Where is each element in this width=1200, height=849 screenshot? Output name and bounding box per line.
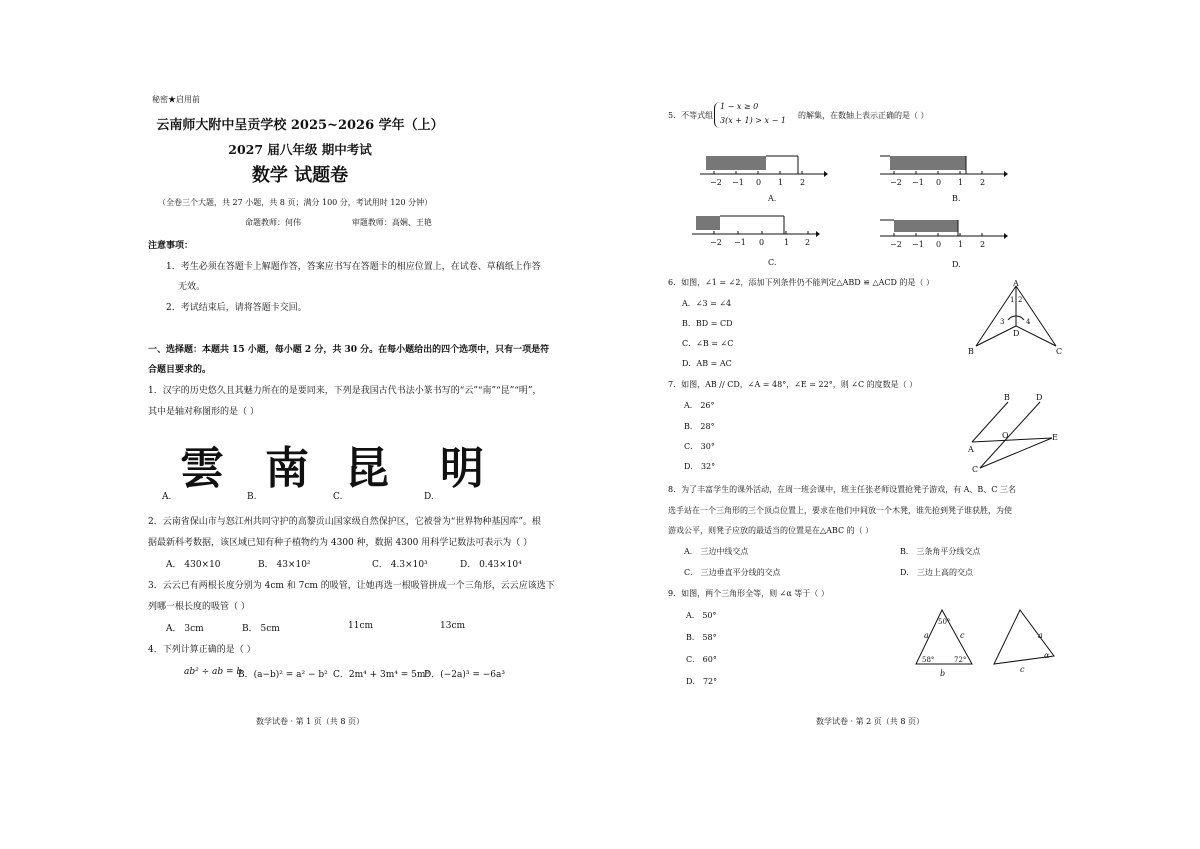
question-5-cont: 的解集，在数轴上表示正确的是（ ）	[798, 111, 929, 120]
q8-option-c: C． 三边垂直平分线的交点	[684, 568, 781, 577]
q2-option-b: B． 43×10²	[258, 560, 311, 570]
tick-label: 2	[800, 178, 806, 187]
q1-option-d: D.	[424, 492, 434, 502]
q5-numberline-d	[880, 214, 1008, 254]
question-6: 6．如图，∠1 = ∠2，添加下列条件仍不能判定△ABD ≌ △ACD 的是（ ）	[668, 278, 935, 287]
note-1-cont: 无效。	[178, 282, 206, 292]
question-8-cont: 选手站在一个三角形的三个顶点位置上，要求在他们中间放一个木凳，谁先抢到凳子谁获胜，为使	[668, 506, 1012, 515]
question-2-cont: 据最新科考数据，该区域已知有种子植物约为 4300 种，数据 4300 用科学记数法可表示为（ ）	[148, 538, 533, 548]
fig-label: C	[972, 465, 979, 474]
q1-option-a: A.	[162, 492, 172, 502]
fig-label: O	[1002, 431, 1009, 440]
q4-option-b: B．(a−b)² = a² − b²	[238, 670, 328, 680]
fig-label: α	[1044, 651, 1050, 660]
tick-label: 0	[759, 238, 765, 247]
q9-option-c: C． 60°	[686, 655, 717, 664]
q6-option-b: B．BD = CD	[682, 319, 733, 328]
tick-label: −2	[710, 238, 722, 247]
tick-label: 1	[784, 238, 790, 247]
tick-label: 0	[756, 178, 762, 187]
page-1-footer: 数学试卷 · 第 1 页（共 8 页）	[256, 717, 364, 726]
q5-option-c: C.	[768, 258, 777, 267]
q7-option-c: C． 30°	[684, 442, 715, 451]
tick-label: −1	[734, 238, 746, 247]
fig-label: 4	[1026, 318, 1031, 326]
exam-title-subject: 数学 试题卷	[251, 165, 349, 186]
fig-label: b	[940, 669, 946, 678]
tick-label: −2	[890, 240, 902, 249]
q9-option-d: D． 72°	[686, 677, 718, 686]
tick-label: 1	[958, 240, 964, 249]
tick-label: −1	[912, 178, 924, 187]
seal-glyph-kun: 昆	[345, 443, 387, 494]
q5-inequality-2: 3(x + 1) > x − 1	[720, 116, 786, 125]
q6-option-d: D．AB = AC	[682, 359, 732, 368]
tick-label: 2	[805, 238, 811, 247]
question-4: 4．下列计算正确的是（ ）	[148, 645, 256, 655]
q5-option-a: A.	[768, 194, 777, 203]
question-9: 9．如图，两个三角形全等，则 ∠α 等于（ ）	[668, 589, 829, 598]
tick-label: 2	[980, 178, 986, 187]
fig-label: B	[1004, 393, 1010, 402]
q7-figure	[968, 390, 1068, 474]
fig-label: c	[960, 631, 965, 640]
tick-label: −1	[912, 240, 924, 249]
q7-option-a: A． 26°	[684, 401, 715, 410]
q1-option-b: B.	[247, 492, 257, 502]
fig-label: c	[1020, 665, 1025, 674]
q6-option-c: C．∠B = ∠C	[682, 339, 734, 348]
q5-numberline-b	[880, 152, 1008, 192]
exam-page-2	[600, 0, 1200, 849]
note-1: 1．考生必须在答题卡上解题作答，答案应书写在答题卡的相应位置上，在试卷、草稿纸上作答	[166, 262, 541, 272]
section-1-heading-cont: 合题目要求的。	[148, 365, 212, 375]
q5-numberline-c	[692, 212, 820, 252]
question-8: 8．为了丰富学生的课外活动，在周一班会课中，班主任张老师设置抢凳子游戏，有 A、B、C 三名	[668, 485, 1016, 494]
question-7: 7．如图，AB // CD，∠A = 48°，∠E = 22°，则 ∠C 的度数是（ ）	[668, 380, 918, 389]
q6-option-a: A．∠3 = ∠4	[682, 299, 732, 308]
q7-option-d: D． 32°	[684, 462, 716, 471]
q8-option-d: D． 三边上高的交点	[900, 568, 973, 577]
q2-option-d: D． 0.43×10⁴	[460, 560, 522, 570]
tick-label: −2	[890, 178, 902, 187]
seal-glyph-ming: 明	[440, 443, 482, 494]
fig-label: 58°	[922, 656, 935, 664]
q3-option-c: 11cm	[348, 621, 374, 631]
q5-option-d: D.	[952, 260, 961, 269]
q8-option-b: B． 三条角平分线交点	[900, 547, 981, 556]
q1-option-c: C.	[333, 492, 343, 502]
tick-label: 1	[958, 178, 964, 187]
question-3: 3．云云已有两根长度分别为 4cm 和 7cm 的吸管，让她再选一根吸管拼成一个三角形，云云应该选下	[148, 581, 555, 591]
fig-label: A	[1013, 280, 1019, 288]
question-1: 1．汉字的历史悠久且其魅力所在的是要同来，下列是我国古代书法小篆书写的“云”“南”“昆”“明”，	[148, 386, 542, 396]
exam-title-grade: 2027 届八年级 期中考试	[228, 142, 372, 157]
q9-figure	[910, 606, 1060, 680]
q4-option-a: ab² ÷ ab = b	[184, 667, 243, 677]
question-8-cont2: 游戏公平，则凳子应放的最适当的位置是在△ABC 的（ ）	[668, 526, 874, 535]
note-2: 2．考试结束后，请将答题卡交回。	[166, 303, 307, 313]
seal-glyph-nan: 南	[265, 443, 307, 494]
fig-label: B	[968, 347, 974, 356]
q8-option-a: A． 三边中线交点	[684, 547, 749, 556]
fig-label: D	[1013, 329, 1020, 338]
q5-inequality-1: 1 − x ≥ 0	[720, 102, 759, 111]
fig-label: E	[1052, 433, 1058, 442]
q6-figure	[968, 280, 1064, 360]
fig-label: 2	[1018, 296, 1023, 304]
fig-label: C	[1056, 347, 1063, 356]
q3-option-b: B． 5cm	[242, 624, 280, 634]
tick-label: −1	[732, 178, 744, 187]
question-3-cont: 列哪一根长度的吸管（ ）	[148, 602, 250, 612]
question-5: 5．不等式组	[668, 111, 714, 120]
fig-label: 3	[1000, 318, 1005, 326]
exam-authors: 命题教师：何伟 审题教师：高娴、王艳	[245, 218, 432, 227]
notes-heading: 注意事项：	[148, 241, 194, 251]
q2-option-a: A． 430×10	[166, 560, 221, 570]
question-1-cont: 其中是轴对称图形的是（ ）	[148, 407, 259, 417]
secret-label: 秘密★启用前	[152, 95, 200, 104]
fig-label: D	[1036, 393, 1043, 402]
q3-option-d: 13cm	[440, 621, 466, 631]
exam-title-school: 云南师大附中呈贡学校 2025~2026 学年（上）	[156, 118, 444, 133]
tick-label: 2	[980, 240, 986, 249]
seal-glyph-yun: 雲	[180, 443, 222, 494]
tick-label: 1	[778, 178, 784, 187]
fig-label: A	[968, 445, 974, 454]
fig-label: a	[1038, 631, 1043, 640]
section-1-heading: 一、选择题：本题共 15 小题，每小题 2 分，共 30 分。在每小题给出的四个选项中，只有一项是符	[148, 345, 550, 355]
tick-label: 0	[936, 178, 942, 187]
q5-option-b: B.	[952, 194, 961, 203]
q9-option-b: B． 58°	[686, 633, 717, 642]
q7-option-b: B． 28°	[684, 422, 715, 431]
question-2: 2．云南省保山市与怒江州共同守护的高黎贡山国家级自然保护区，它被誉为“世界物种基因库”。根	[148, 517, 541, 527]
fig-label: 1	[1010, 296, 1015, 304]
q4-option-d: D．(−2a)³ = −6a³	[424, 670, 505, 680]
fig-label: 72°	[954, 656, 967, 664]
q9-option-a: A． 50°	[686, 611, 717, 620]
fig-label: 50°	[938, 618, 951, 626]
exam-info: （全卷三个大题，共 27 小题，共 8 页；满分 100 分，考试用时 120 分钟）	[158, 198, 433, 207]
q5-numberline-a	[700, 152, 828, 192]
q3-option-a: A． 3cm	[166, 624, 204, 634]
tick-label: 0	[936, 240, 942, 249]
fig-label: a	[924, 631, 929, 640]
tick-label: −2	[710, 178, 722, 187]
q4-option-c: C．2m⁴ + 3m⁴ = 5m⁸	[333, 670, 430, 680]
page-2-footer: 数学试卷 · 第 2 页（共 8 页）	[816, 717, 924, 726]
q2-option-c: C． 4.3×10³	[372, 560, 428, 570]
